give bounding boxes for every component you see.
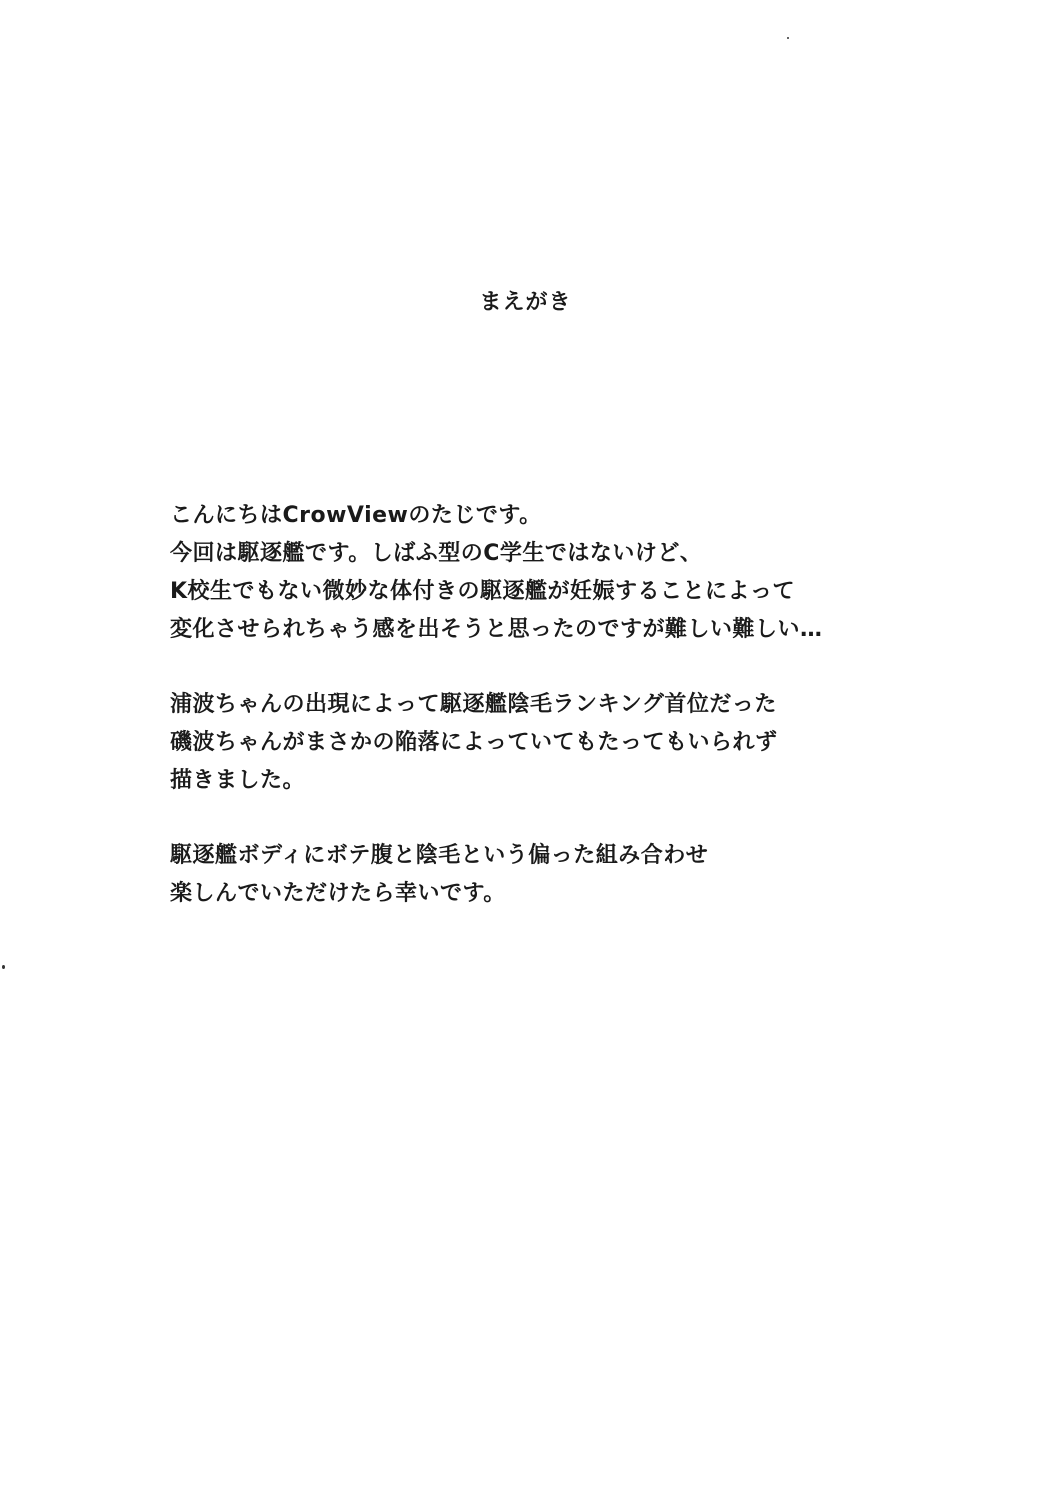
paragraph-greeting	[170, 497, 1010, 649]
page-title: まえがき	[479, 290, 572, 315]
body-text	[170, 497, 1010, 950]
text-line: 変化させられちゃう感を出そうと思ったのですが難しい難しい…	[170, 617, 823, 642]
text-line: 駆逐艦ボディにボテ腹と陰毛という偏った組み合わせ	[170, 843, 709, 868]
text-line: 今回は駆逐艦です。しばふ型のC学生ではないけど、	[170, 541, 703, 566]
paragraph-closing	[170, 837, 1010, 913]
text-line: 楽しんでいただけたら幸いです。	[170, 881, 506, 906]
text-line: K校生でもない微妙な体付きの駆逐艦が妊娠することによって	[170, 579, 796, 604]
scan-speck	[2, 965, 5, 969]
scan-speck	[787, 37, 789, 39]
text-line: 描きました。	[170, 768, 306, 793]
text-line: 浦波ちゃんの出現によって駆逐艦陰毛ランキング首位だった	[170, 692, 777, 717]
text-line: こんにちはCrowViewのたじです。	[170, 503, 542, 528]
text-line: 磯波ちゃんがまさかの陥落によっていてもたってもいられず	[170, 730, 778, 755]
paragraph-motivation	[170, 686, 1010, 800]
